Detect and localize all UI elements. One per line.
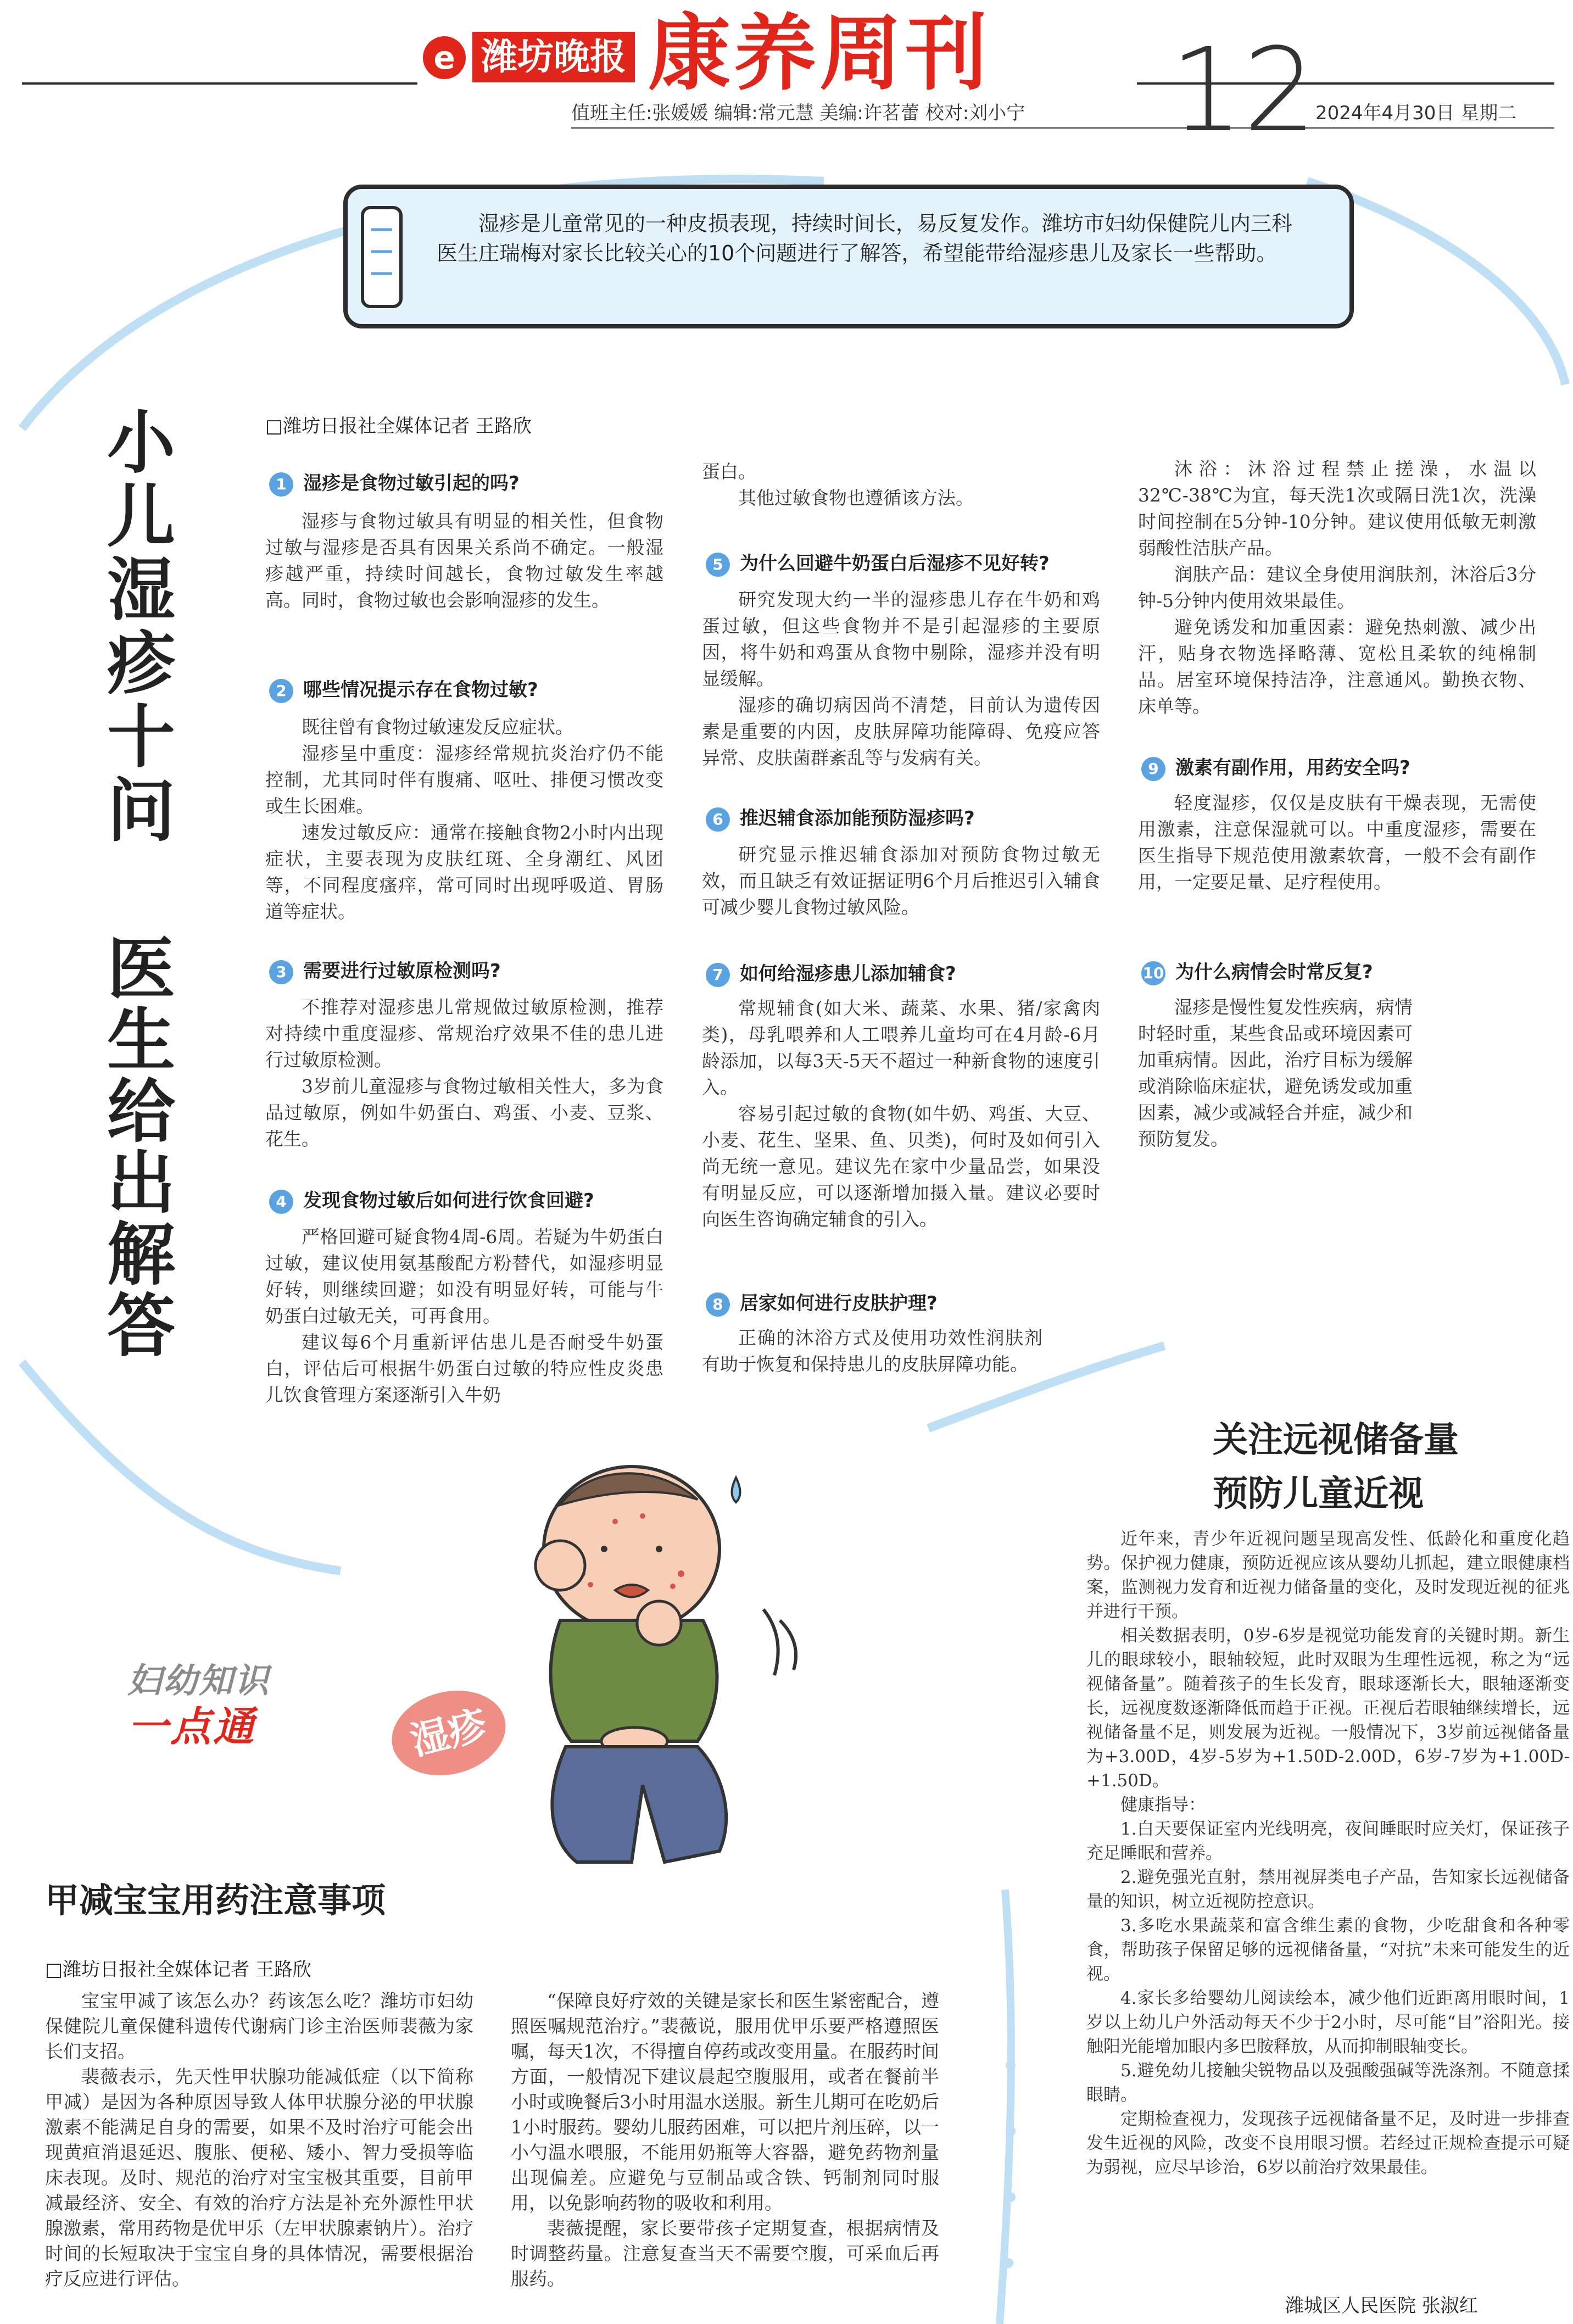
question-number-badge: 8 [706, 1292, 730, 1317]
question-number-badge: 9 [1141, 757, 1165, 781]
myopia-signature: 潍城区人民医院 张淑红 [1285, 2295, 1478, 2317]
question-number-badge: 1 [269, 472, 293, 497]
baby-eczema-illustration [478, 1456, 829, 1895]
question-text: 为什么回避牛奶蛋白后湿疹不见好转? [740, 553, 1050, 575]
myopia-title-line1: 关注远视储备量 [1213, 1420, 1459, 1461]
answer-1: 湿疹与食物过敏具有明显的相关性，但食物过敏与湿疹是否具有因果关系尚不确定。一般湿疹越严重，持续时间越长，食物过敏发生率越高。同时，食物过敏也会影响湿疹的发生。 [265, 510, 663, 611]
clipboard-icon [357, 202, 406, 312]
answer-7: 常规辅食(如大米、蔬菜、水果、猪/家禽肉类)，母乳喂养和人工喂养儿童均可在4月龄-6月龄添加，以每3天-5天不超过一种新食物的速度引入。 容易引起过敏的食物(如牛奶、鸡蛋、大豆、小麦、花生、坚果、鱼、贝类)，何时及如何引入尚无统一意见。建议先在家中少量品尝，如果没有明显反应，可以逐渐增加摄入量。建议必要时向医生咨询确定辅食的引入。 [702, 997, 1100, 1230]
issue-date: 2024年4月30日 星期二 [1315, 102, 1517, 124]
question-2 [269, 675, 538, 703]
question-text: 为什么病情会时常反复? [1175, 961, 1373, 983]
main-title-part1: 小儿湿疹十问 [107, 404, 176, 851]
question-number-badge: 4 [269, 1190, 293, 1214]
thyroid-col1: 宝宝甲减了该怎么办？药该怎么吃？潍坊市妇幼保健院儿童保健科遗传代谢病门诊主治医师裴薇为家长们支招。 裴薇表示，先天性甲状腺功能减低症（以下简称甲减）是因为各种原因导致人体甲状腺分泌的甲状腺激素不能满足自身的需要，如果不及时治疗可能会出现黄疸消退延迟、腹胀、便秘、矮小、智力受损等临床表现。及时、规范的治疗对宝宝极其重要，目前甲减最经济、安全、有效的治疗方法是补充外源性甲状腺激素，常用药物是优甲乐（左甲状腺素钠片）。治疗时间的长短取决于宝宝自身的具体情况，需要根据治疗反应进行评估。 [45, 1990, 473, 2289]
question-7 [706, 958, 956, 987]
question-number-badge: 10 [1141, 961, 1165, 985]
answer-4-continued: 蛋白。 其他过敏食物也遵循该方法。 [702, 461, 974, 509]
question-10 [1141, 957, 1373, 985]
question-text: 发现食物过敏后如何进行饮食回避? [303, 1190, 594, 1212]
paper-logo-icon: e [423, 36, 466, 79]
main-title-part2: 医生给出解答 [107, 930, 176, 1366]
question-text: 居家如何进行皮肤护理? [740, 1292, 938, 1314]
question-text: 激素有副作用，用药安全吗? [1175, 757, 1410, 779]
answer-9: 轻度湿疹，仅仅是皮肤有干燥表现，无需使用激素，注意保湿就可以。中重度湿疹，需要在医生指导下规范使用激素软膏，一般不会有副作用，一定要足量、足疗程使用。 [1138, 792, 1536, 893]
question-number-badge: 6 [706, 807, 730, 832]
header-rule-left [22, 82, 417, 85]
question-text: 湿疹是食物过敏引起的吗? [303, 472, 520, 494]
intro-text: 湿疹是儿童常见的一种皮损表现，持续时间长，易反复发作。潍坊市妇幼保健院儿内三科医生庄瑞梅对家长比较关心的10个问题进行了解答，希望能带给湿疹患儿及家长一些帮助。 [437, 211, 1293, 265]
question-text: 推迟辅食添加能预防湿疹吗? [740, 807, 975, 829]
question-6 [706, 803, 975, 832]
answer-6: 研究显示推迟辅食添加对预防食物过敏无效，而且缺乏有效证据证明6个月后推迟引入辅食可减少婴儿食物过敏风险。 [702, 844, 1100, 918]
question-5 [706, 548, 1050, 577]
question-4 [269, 1185, 594, 1214]
header-rule-bottom [571, 127, 1554, 129]
question-number-badge: 7 [706, 963, 730, 987]
question-text: 哪些情况提示存在食物过敏? [303, 679, 538, 701]
answer-4: 严格回避可疑食物4周-6周。若疑为牛奶蛋白过敏，建议使用氨基酸配方粉替代，如湿疹明显好转，则继续回避；如没有明显好转，可能与牛奶蛋白过敏无关，可再食用。 建议每6个月重新评估患儿是否耐受牛奶蛋白，评估后可根据牛奶蛋白过敏的特应性皮炎患儿饮食管理方案逐渐引入牛奶 [265, 1226, 663, 1406]
myopia-body: 近年来，青少年近视问题呈现高发性、低龄化和重度化趋势。保护视力健康，预防近视应该从婴幼儿抓起，建立眼健康档案，监测视力发育和近视力储备量的变化，及时发现近视的征兆并进行干预。 相关数据表明，0岁-6岁是视觉功能发育的关键时期。新生儿的眼球较小，眼轴较短，此时双眼为生理性远视，称之为“远视储备量”。随着孩子的生长发育，眼球逐渐长大，眼轴逐渐变长，远视度数逐渐降低而趋于正视。正视后若眼轴继续增长，远视储备量不足，则发展为近视。一般情况下，3岁前远视储备量为+3.00D，4岁-5岁为+1.50D-2.00D，6岁-7岁为+1.00D-+1.50D。 健康指导： 1.白天要保证室内光线明亮，夜间睡眠时应关灯，保证孩子充足睡眠和营养。 2.避免强光直射，禁用视屏类电子产品，告知家长远视储备量的知识，树立近视防控意识。 3.多吃水果蔬菜和富含维生素的食物，少吃甜食和各种零食，帮助孩子保留足够的远视储备量，“对抗”未来可能发生的近视。 4.家长多给婴幼儿阅读绘本，减少他们近距离用眼时间，1岁以上幼儿户外活动每天不少于2小时，尽可能“目”浴阳光。接触阳光能增加眼内多巴胺释放，从而抑制眼轴变长。 5.避免幼儿接触尖锐物品以及强酸强碱等洗涤剂。不随意揉眼睛。 定期检查视力，发现孩子远视储备量不足，及时进一步排查发生近视的风险，改变不良用眼习惯。若经过正规检查提示可疑为弱视，应尽早诊治，6岁以前治疗效果最佳。 [1086, 1529, 1570, 2177]
page-number: 12 [1170, 23, 1317, 158]
eczema-tag: 湿疹 [383, 1679, 515, 1787]
thyroid-col2: “保障良好疗效的关键是家长和医生紧密配合，遵照医嘱规范治疗。”裴薇说，服用优甲乐要严格遵照医嘱，每天1次，不得擅自停药或改变用量。在服药时间方面，一般情况下建议晨起空腹服用，或者在餐前半小时或晚餐后3小时用温水送服。新生儿期可在吃奶后1小时服药。婴幼儿服药困难，可以把片剂压碎，以一小勺温水喂服，不能用奶瓶等大容器，避免药物剂量出现偏差。应避免与豆制品或含铁、钙制剂同时服用，以免影响药物的吸收和利用。 裴薇提醒，家长要带孩子定期复查，根据病情及时调整药量。注意复查当天不需要空腹，可采血后再服药。 [511, 1990, 939, 2289]
question-9 [1141, 753, 1410, 781]
question-text: 需要进行过敏原检测吗? [303, 960, 501, 982]
thyroid-title: 甲减宝宝用药注意事项 [45, 1880, 386, 1920]
question-number-badge: 2 [269, 679, 293, 703]
question-3 [269, 956, 501, 984]
myopia-title-line2: 预防儿童近视 [1213, 1474, 1424, 1514]
question-8 [706, 1288, 938, 1317]
badge-line2: 一点通 [127, 1703, 256, 1751]
editor-credits: 值班主任:张媛媛 编辑:常元慧 美编:许茗蕾 校对:刘小宁 [571, 102, 1025, 124]
paper-name: 潍坊晚报 [472, 32, 635, 82]
section-title: 康养周刊 [648, 6, 991, 102]
question-text: 如何给湿疹患儿添加辅食? [740, 963, 956, 985]
question-number-badge: 3 [269, 960, 293, 984]
thyroid-byline: □潍坊日报社全媒体记者 王路欣 [45, 1959, 311, 1981]
answer-10: 湿疹是慢性复发性疾病，病情时轻时重，某些食品或环境因素可加重病情。因此，治疗目标为缓解或消除临床症状，避免诱发或加重因素，减少或减轻合并症，减少和预防复发。 [1138, 996, 1413, 1150]
question-1 [269, 468, 520, 497]
answer-2: 既往曾有食物过敏速发反应症状。 湿疹呈中重度：湿疹经常规抗炎治疗仍不能控制，尤其同时伴有腹痛、呕吐、排便习惯改变或生长困难。 速发过敏反应：通常在接触食物2小时内出现症状，主要表现为皮肤红斑、全身潮红、风团等，不同程度瘙痒，常可同时出现呼吸道、胃肠道等症状。 [265, 716, 663, 922]
badge-line1: 妇幼知识 [127, 1660, 271, 1701]
answer-5: 研究发现大约一半的湿疹患儿存在牛奶和鸡蛋过敏，但这些食物并不是引起湿疹的主要原因，将牛奶和鸡蛋从食物中剔除，湿疹并没有明显缓解。 湿疹的确切病因尚不清楚，目前认为遗传因素是重要的内因，皮肤屏障功能障碍、免疫应答异常、皮肤菌群紊乱等与发病有关。 [702, 589, 1100, 768]
answer-8-continued: 沐浴：沐浴过程禁止搓澡，水温以32℃-38℃为宜，每天洗1次或隔日洗1次，洗澡时间控制在5分钟-10分钟。建议使用低敏无刺激弱酸性洁肤产品。 润肤产品：建议全身使用润肤剂，沐浴后3分钟-5分钟内使用效果最佳。 避免诱发和加重因素：避免热刺激、减少出汗，贴身衣物选择略薄、宽松且柔软的纯棉制品。居室环境保持洁净，注意通风。勤换衣物、床单等。 [1138, 458, 1536, 717]
answer-8: 正确的沐浴方式及使用功效性润肤剂有助于恢复和保持患儿的皮肤屏障功能。 [702, 1327, 1042, 1375]
question-number-badge: 5 [706, 553, 730, 577]
main-byline: □潍坊日报社全媒体记者 王路欣 [265, 415, 532, 437]
answer-3: 不推荐对湿疹患儿常规做过敏原检测，推荐对持续中重度湿疹、常规治疗效果不佳的患儿进行过敏原检测。 3岁前儿童湿疹与食物过敏相关性大，多为食品过敏原，例如牛奶蛋白、鸡蛋、小麦、豆浆、花生。 [265, 996, 663, 1150]
